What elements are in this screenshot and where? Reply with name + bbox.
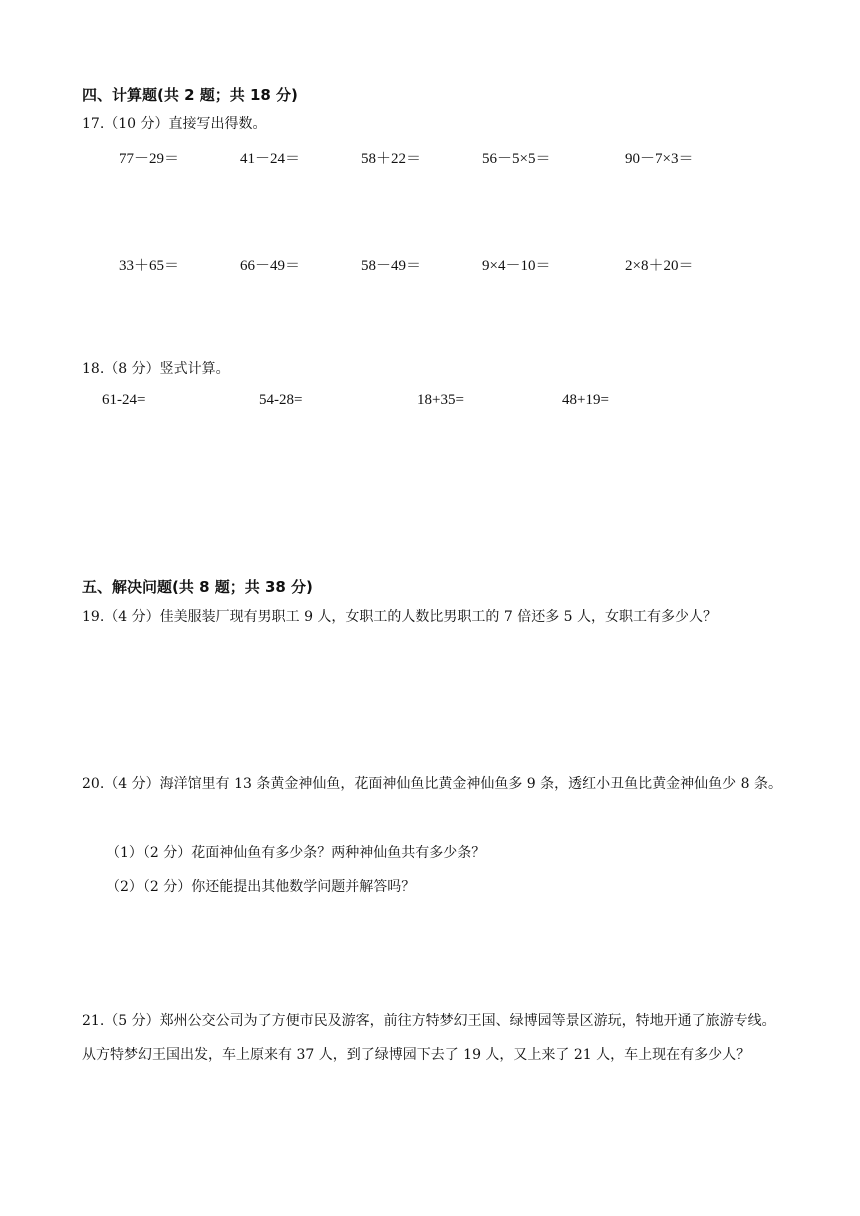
expression: 77－29＝ [119, 151, 180, 167]
vertical-calc-item: 61-24= [102, 392, 146, 408]
expression: 9×4－10＝ [482, 258, 551, 274]
expression: 58＋22＝ [361, 151, 422, 167]
question-20-stem: 20.（4 分）海洋馆里有 13 条黄金神仙鱼，花面神仙鱼比黄金神仙鱼多 9 条，透红小丑鱼比黄金神仙鱼少 8 条。 [82, 776, 782, 792]
question-20-sub-1: （1）（2 分）花面神仙鱼有多少条？两种神仙鱼共有多少条？ [106, 845, 486, 861]
question-18-prompt: 18.（8 分）竖式计算。 [82, 361, 230, 377]
expression: 41－24＝ [240, 151, 301, 167]
question-17-prompt: 17.（10 分）直接写出得数。 [82, 116, 267, 132]
question-19: 19.（4 分）佳美服装厂现有男职工 9 人，女职工的人数比男职工的 7 倍还多 5 人，女职工有多少人？ [82, 609, 718, 625]
expression: 66－49＝ [240, 258, 301, 274]
question-20-sub-2: （2）（2 分）你还能提出其他数学问题并解答吗？ [106, 879, 416, 895]
expression: 33＋65＝ [119, 258, 180, 274]
vertical-calc-item: 54-28= [259, 392, 303, 408]
section-heading-calculation: 四、计算题(共 2 题；共 18 分) [82, 86, 298, 104]
expression: 90－7×3＝ [625, 151, 694, 167]
expression: 56－5×5＝ [482, 151, 551, 167]
vertical-calc-item: 48+19= [562, 392, 609, 408]
section-heading-problem-solving: 五、解决问题(共 8 题；共 38 分) [82, 578, 313, 596]
question-21: 21.（5 分）郑州公交公司为了方便市民及游客，前往方特梦幻王国、绿博园等景区游玩，特地开通了旅游专线。从方特梦幻王国出发，车上原来有 37 人，到了绿博园下去了 19 人，又上来了 21 人，车上现在有多少人？ [82, 1013, 776, 1063]
expression: 2×8＋20＝ [625, 258, 694, 274]
expression: 58－49＝ [361, 258, 422, 274]
vertical-calc-item: 18+35= [417, 392, 464, 408]
